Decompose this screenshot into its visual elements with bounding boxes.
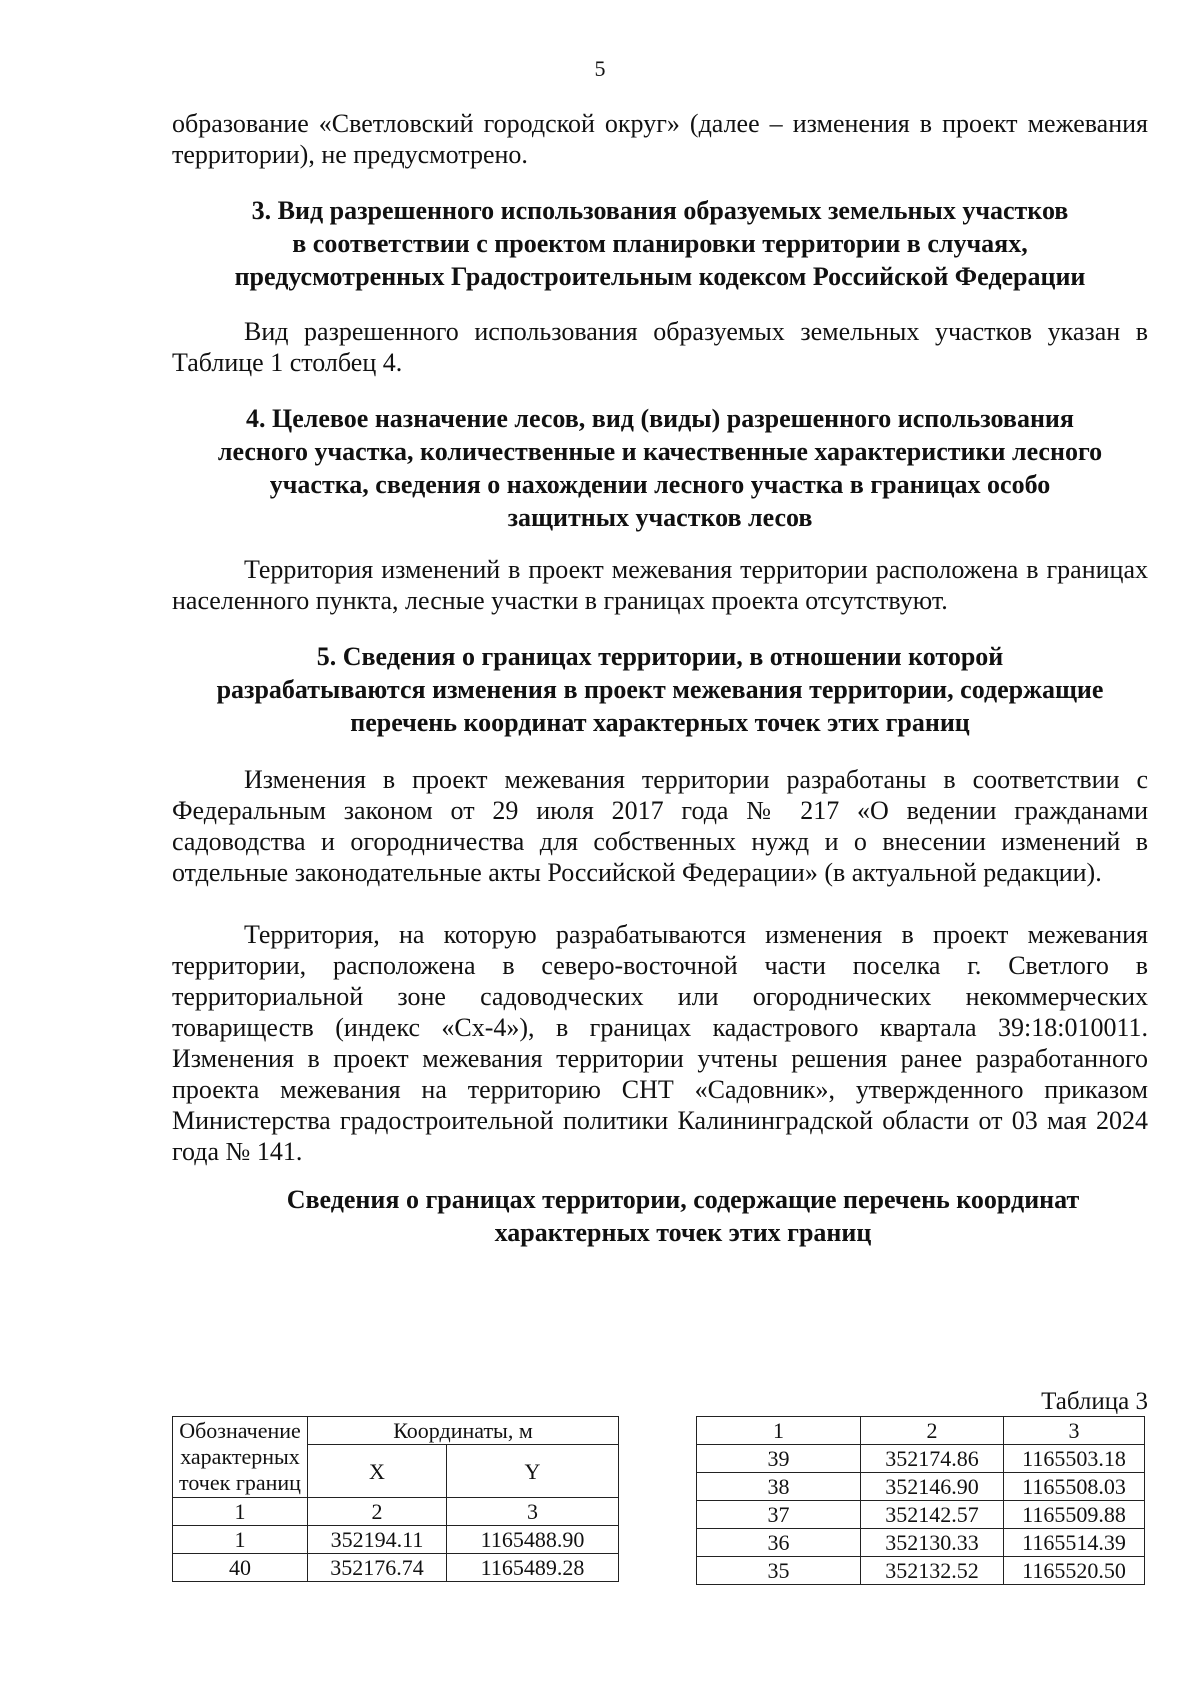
y-cell: 1165509.88: [1004, 1501, 1145, 1529]
point-cell: 1: [173, 1526, 308, 1554]
header-point-line: характерных: [180, 1444, 300, 1469]
header-point-line: точек границ: [179, 1470, 301, 1495]
point-cell: 35: [697, 1557, 861, 1585]
section-3-heading-line: предусмотренных Градостроительным кодексом Российской Федерации: [234, 262, 1086, 291]
header-point-line: Обозначение: [179, 1418, 301, 1443]
x-cell: 352174.86: [861, 1445, 1004, 1473]
section-4-heading-line: 4. Целевое назначение лесов, вид (виды) разрешенного использования: [246, 404, 1074, 433]
section-4-paragraph: Территория изменений в проект межевания территории расположена в границах населенного пункта, лесные участки в границах проекта отсутствуют.: [172, 555, 1148, 615]
table-row: [697, 1445, 1145, 1473]
table-title-line: характерных точек этих границ: [494, 1218, 872, 1247]
table-title: [230, 1183, 1136, 1249]
section-5-heading: [172, 640, 1148, 739]
point-cell: 40: [173, 1554, 308, 1582]
coordinates-table-left: [172, 1416, 619, 1582]
column-number-cell: 2: [308, 1498, 447, 1526]
y-cell: 1165488.90: [447, 1526, 619, 1554]
table-row: [697, 1501, 1145, 1529]
header-y-cell: Y: [447, 1445, 619, 1498]
table-row: [697, 1473, 1145, 1501]
section-4-heading-line: защитных участков лесов: [507, 503, 813, 532]
table-row: [697, 1557, 1145, 1585]
column-number-cell: 3: [447, 1498, 619, 1526]
point-cell: 38: [697, 1473, 861, 1501]
column-number-row: [697, 1417, 1145, 1445]
section-3-heading: [172, 194, 1148, 293]
section-3-paragraph: Вид разрешенного использования образуемых земельных участков указан в Таблице 1 столбец 4.: [172, 317, 1148, 377]
y-cell: 1165489.28: [447, 1554, 619, 1582]
page-number: 5: [594, 56, 606, 81]
column-number-cell: 1: [697, 1417, 861, 1445]
x-cell: 352132.52: [861, 1557, 1004, 1585]
point-cell: 37: [697, 1501, 861, 1529]
section-5-heading-line: перечень координат характерных точек этих границ: [350, 708, 970, 737]
column-number-cell: 1: [173, 1498, 308, 1526]
section-4-heading-line: лесного участка, количественные и качественные характеристики лесного: [217, 437, 1103, 466]
header-point-cell: [173, 1417, 308, 1498]
coordinates-table-right: [696, 1416, 1145, 1585]
table-row: [173, 1554, 619, 1582]
column-number-cell: 2: [861, 1417, 1004, 1445]
header-x-cell: X: [308, 1445, 447, 1498]
y-cell: 1165503.18: [1004, 1445, 1145, 1473]
header-coords-cell: Координаты, м: [308, 1417, 619, 1445]
intro-paragraph: образование «Светловский городской округ» (далее – изменения в проект межевания территории), не предусмотрено.: [172, 109, 1148, 169]
column-number-cell: 3: [1004, 1417, 1145, 1445]
x-cell: 352146.90: [861, 1473, 1004, 1501]
section-4-heading-line: участка, сведения о нахождении лесного участка в границах особо: [269, 470, 1051, 499]
table-caption: Таблица 3: [1041, 1388, 1148, 1415]
table-header-row: [173, 1417, 619, 1445]
x-cell: 352130.33: [861, 1529, 1004, 1557]
section-5-paragraph-2: Территория, на которую разрабатываются изменения в проект межевания территории, расположена в северо-восточной части поселка г. Светлого в территориальной зоне садоводческих или огороднических некоммерческих товариществ (индекс «Сх-4»), в границах кадастрового квартала 39:18:010011. Изменения в проект межевания территории учтены решения ранее разработанного проекта межевания на территорию СНТ «Садовник», утвержденного приказом Министерства градостроительной политики Калининградской области от 03 мая 2024 года № 141.: [172, 920, 1148, 1166]
column-number-row: [173, 1498, 619, 1526]
y-cell: 1165508.03: [1004, 1473, 1145, 1501]
section-4-heading: [172, 402, 1148, 534]
table-row: [697, 1529, 1145, 1557]
x-cell: 352194.11: [308, 1526, 447, 1554]
section-5-heading-line: 5. Сведения о границах территории, в отношении которой: [316, 642, 1004, 671]
table-row: [173, 1526, 619, 1554]
section-5-paragraph-1: Изменения в проект межевания территории разработаны в соответствии с Федеральным законом от 29 июля 2017 года № 217 «О ведении гражданами садоводства и огородничества для собственных нужд и о внесении изменений в отдельные законодательные акты Российской Федерации» (в актуальной редакции).: [172, 765, 1148, 887]
point-cell: 39: [697, 1445, 861, 1473]
y-cell: 1165514.39: [1004, 1529, 1145, 1557]
table-title-line: Сведения о границах территории, содержащие перечень координат: [286, 1185, 1080, 1214]
x-cell: 352142.57: [861, 1501, 1004, 1529]
section-3-heading-line: 3. Вид разрешенного использования образуемых земельных участков: [251, 196, 1069, 225]
section-3-heading-line: в соответствии с проектом планировки территории в случаях,: [292, 229, 1028, 258]
y-cell: 1165520.50: [1004, 1557, 1145, 1585]
point-cell: 36: [697, 1529, 861, 1557]
x-cell: 352176.74: [308, 1554, 447, 1582]
section-5-heading-line: разрабатываются изменения в проект межевания территории, содержащие: [216, 675, 1104, 704]
